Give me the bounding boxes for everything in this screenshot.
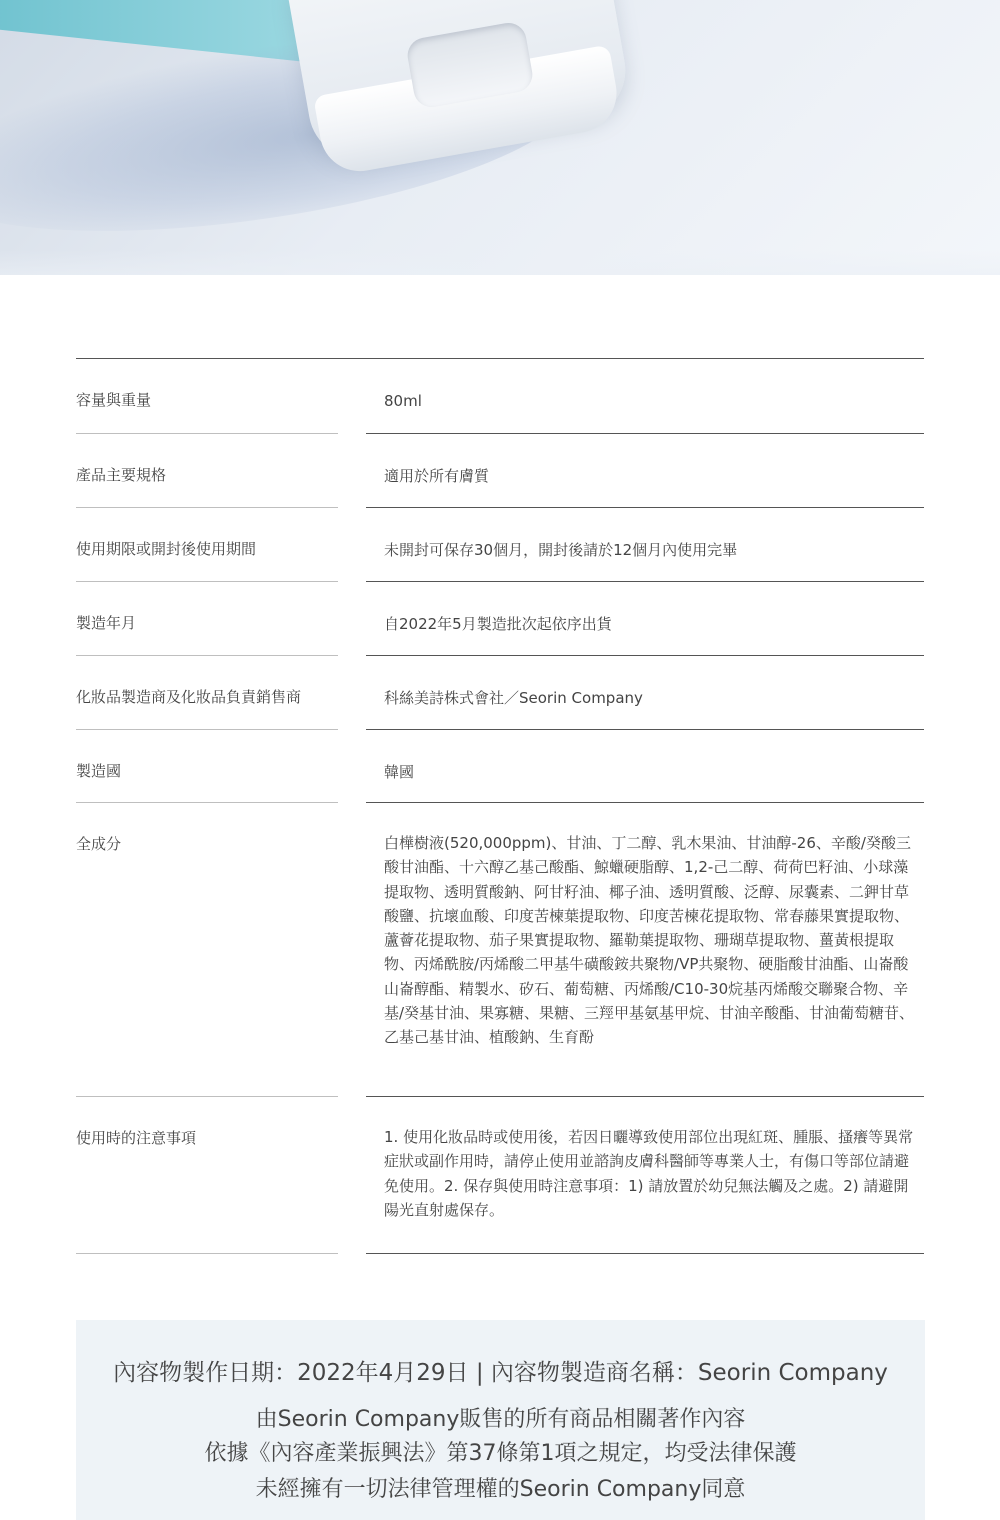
spec-row-precautions: [76, 1097, 924, 1254]
spec-value: 1. 使用化妝品時或使用後，若因日曬導致使用部位出現紅斑、腫脹、搔癢等異常症狀或副作用時，請停止使用並諮詢皮膚科醫師等專業人士，有傷口等部位請避免使用。2. 保存與使用時注意事項：1) 請放置於幼兒無法觸及之處。2) 請避開陽光直射處保存。: [366, 1097, 924, 1254]
spec-value: 未開封可保存30個月，開封後請於12個月內使用完畢: [366, 508, 924, 582]
spec-label: 全成分: [76, 803, 338, 1097]
spec-value: 80ml: [366, 359, 924, 434]
spec-label: 產品主要規格: [76, 434, 338, 508]
spec-label: 化妝品製造商及化妝品負責銷售商: [76, 656, 338, 730]
spec-row-manufacture-date: [76, 582, 924, 656]
spec-value: 科絲美詩株式會社／Seorin Company: [366, 656, 924, 730]
spec-row-main-spec: [76, 434, 924, 508]
copyright-consent-line: 未經擁有一切法律管理權的Seorin Company同意: [255, 1477, 746, 1502]
hero-product-image: [0, 0, 1000, 275]
copyright-footer: [76, 1320, 925, 1520]
hero-bottom-fade: [0, 250, 1000, 275]
spec-row-ingredients: [76, 803, 924, 1097]
spec-label: 使用時的注意事項: [76, 1097, 338, 1254]
spec-label: 容量與重量: [76, 359, 338, 434]
spec-row-shelf-life: [76, 508, 924, 582]
content-date-line: 內容物製作日期：2022年4月29日 | 內容物製造商名稱：Seorin Company: [113, 1360, 888, 1386]
copyright-line: 由Seorin Company販售的所有商品相關著作內容: [255, 1407, 746, 1432]
spec-value: 適用於所有膚質: [366, 434, 924, 508]
spec-value: 自2022年5月製造批次起依序出貨: [366, 582, 924, 656]
spec-label: 製造年月: [76, 582, 338, 656]
product-spec-table: [76, 358, 924, 1254]
spec-value: 韓國: [366, 730, 924, 803]
spec-row-country: [76, 730, 924, 803]
spec-value: 白樺樹液(520,000ppm)、甘油、丁二醇、乳木果油、甘油醇-26、辛酸/癸酸三酸甘油酯、十六醇乙基己酸酯、鯨蠟硬脂醇、1,2-己二醇、荷荷巴籽油、小球藻提取物、透明質酸鈉、阿甘籽油、椰子油、透明質酸、泛醇、尿囊素、二鉀甘草酸鹽、抗壞血酸、印度苦楝葉提取物、印度苦楝花提取物、常春藤果實提取物、蘆薈花提取物、茄子果實提取物、羅勒葉提取物、珊瑚草提取物、薑黃根提取物、丙烯酰胺/丙烯酸二甲基牛磺酸銨共聚物/VP共聚物、硬脂酸甘油酯、山崙酸山崙醇酯、精製水、矽石、葡萄糖、丙烯酸/C10-30烷基丙烯酸交聯聚合物、辛基/癸基甘油、果寡糖、果糖、三羥甲基氨基甲烷、甘油辛酸酯、甘油葡萄糖苷、乙基己基甘油、植酸鈉、生育酚: [366, 803, 924, 1097]
spec-row-capacity: [76, 359, 924, 434]
spec-row-manufacturer: [76, 656, 924, 730]
spec-label: 製造國: [76, 730, 338, 803]
spec-label: 使用期限或開封後使用期間: [76, 508, 338, 582]
copyright-law-line: 依據《內容產業振興法》第37條第1項之規定，均受法律保護: [204, 1441, 797, 1466]
